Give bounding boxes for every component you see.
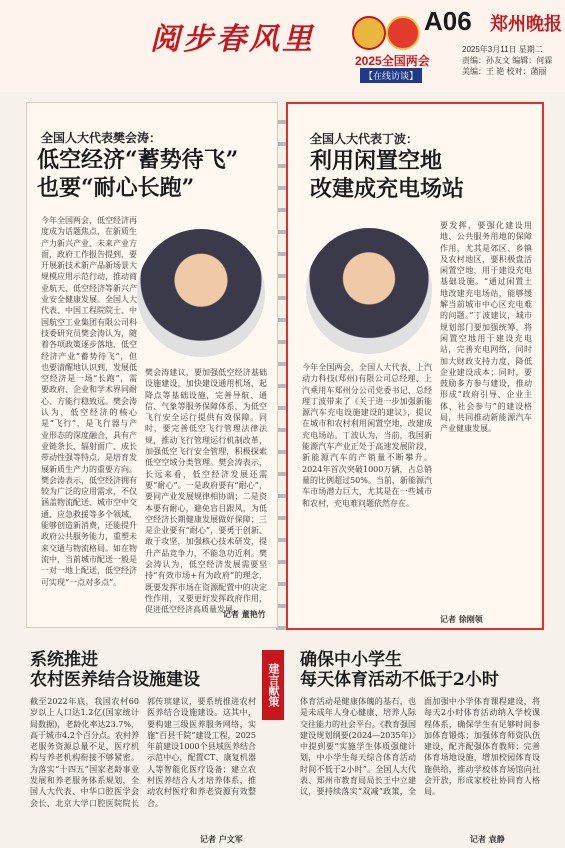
left-byline: 记者 董艳竹 [223,609,266,619]
editor-line: 责编：孙友文 编辑：何霖 [462,56,553,65]
left-headline-1: 低空经济“蓄势待飞” [37,147,239,173]
left-article-panel [26,102,278,628]
page-number: A06 [424,6,472,36]
section-tag: 建言献策 [262,650,284,720]
edition-info [462,44,552,77]
sub-label: 【在线访谈】 [360,68,422,83]
right-portrait-photo [306,228,432,354]
right-col-1: 今年全国两会，全国人大代表、上汽动力科技(郑州)有限公司总经理、上汽乘用车郑州分公司党委书记、总经理丁波带来了《关于进一步加强新能源汽车充电设施建设的建议》，提议在城市和农村利用闲置空地，改建成充电场站。丁波认为，当前，我国新能源汽车产业正处于高速发展阶段，新能源汽车的产销量不断攀升。2024年首次突破1000万辆，占总销量的比例超过50%。当前，新能源汽车市场潜力巨大，尤其是在一些城市和农村，充电难问题依然存在。 [302,363,432,508]
left-kicker: 全国人大代表樊会涛： [41,131,162,145]
left-portrait-photo [137,229,265,357]
right-article-panel [286,102,544,630]
right-col-2: 要发挥，要强化建设用地、公共服务用地的保障作用，尤其是郊区、乡镇及农村地区，要积极盘活闲置空地，用于建设充电基础设施。“通过闲置土地改建充电场站，能够缓解当前城市中心区充电难的问题。”丁波建议，城市规划部门要加强统筹，将闲置空地用于建设充电站，完善充电网络，同时加大财政支持力度，降低企业建设成本；同时，要鼓励多方参与建设，推动形成“政府引导、企业主体、社会参与”的建设格局，共同推动新能源汽车产业健康发展。 [440,221,532,434]
national-emblem-icon [352,16,386,50]
cppcc-emblem-icon [386,16,420,50]
column-title: 阅步春风里 [150,22,315,57]
bottom-left-headline-1: 系统推进 [30,650,98,670]
left-col-1: 今年全国两会，低空经济再度成为话题焦点，在新质生产力新兴产业、未来产业方面，政府工作报告提到，要开展新技术新产品新场景大规模应用示范行动，推动商业航天、低空经济等新兴产业安全健康发展。全国人大代表、中国工程院院士、中国航空工业集团有限公司科技委研究员樊会涛认为，随着各项政策逐步落地，低空经济产业“蓄势待飞”，但也要清醒地认识到，发展低空经济是一场“长跑”，需要政府、企业和学术界同耐心、方能行稳致远。樊会涛认为，低空经济的核心是“飞行”，是飞行器与产业形态的深度融合，具有产业链条长、辐射面广、成长带动性强等特点，是培育发展新质生产力的重要方向。樊会涛表示，低空经济拥有较为广泛的应用需求，不仅涵盖物流配送、城市空中交通、应急救援等多个领域，能够创造新消费，还能提升政府公共服务能力，重塑未来交通与物流格局。如在物流中，当前城市配送一般是一对一地上配送，低空经济可实现“一点对多点”。 [41,216,137,587]
bottom-left-headline-2: 农村医养结合设施建设 [30,670,200,690]
left-headline-2: 也要“耐心长跑” [37,175,195,201]
bottom-right-headline-2: 每天体育活动不低于2小时 [300,670,499,690]
npc-label: 2025全国两会 [355,54,430,68]
right-headline-1: 利用闲置空地 [310,148,443,174]
date-line: 2025年3月11日 星期二 [462,45,543,54]
newspaper-brand: 郑州晚报 [490,14,562,34]
bottom-right-byline: 记者 袁静 [470,834,505,844]
right-kicker: 全国人大代表丁波： [310,132,419,146]
designer-line: 美编：王 艳 校对：菡丽 [462,67,547,76]
bottom-left-byline: 记者 户文军 [200,834,243,844]
bottom-right-body: 体育活动是健康体魄的基石，也是未成年人身心健康、培养人际交往能力的社会平台。《教育强国建设规划纲要(2024—2035年)》中提到要“实施学生体质强健计划，中小学生每天综合体育活动时间不低于2小时”。全国人大代表、郑州市教育局局长王中立建议，要持续落实“双减”政策，全面加强中小学体育课程建设，将每天2小时体育活动纳入学校课程体系，确保学生有足够时间参加体育锻炼；加强体育师资队伍建设，配齐配强体育教师；完善体育场地设施，增加校园体育设施供给，推动学校体育场馆向社会开放，形成家校社协同育人格局。 [300,697,540,797]
bottom-left-body: 截至2022年底，我国农村60岁以上人口达1.2亿(国家统计局数据)，老龄化率达23.7%，高于城市4.2个百分点。农村养老服务资源总量不足，医疗机构与养老机构衔接不够紧密。为落实“十四五”国家老龄事业发展和养老服务体系规划，全国人大代表、中华口腔医学会会长、北京大学口腔医院院长郭传瑸建议，要系统推进农村医养结合设施建设。这其中，要构建三级医养服务网络，实施“百县千院”建设工程，2025年前建设1000个县域医养结合示范中心，配置CT、康复机器人等智能化医疗设备；建立农村医养结合人才培养体系，推动农村医疗和养老资源有效整合。 [30,697,256,808]
bottom-right-headline-1: 确保中小学生 [300,650,402,670]
right-headline-2: 改建成充电场站 [310,176,465,202]
left-col-2: 樊会涛建议，要加强低空经济基础设施建设，加快建设通用机场、起降点等基础设施，完善导航、通信、气象等服务保障体系，为低空飞行安全运行提供有效保障。同时，要完善低空飞行管理法律法规，推动飞行管理运行机制改革，加强低空飞行安全管理，积极探索低空空域分类管理。樊会涛表示，长远来看，低空经济发展还需要“耐心”。一是政府要有“耐心”，要同产业发展规律相协调；二是资本要有耐心，避免盲目跟风，为低空经济长期健康发展做好保障；三是企业要有“耐心”，要勇于创新、敢于攻坚，加强核心技术研发，提升产品竞争力，不能急功近利。樊会涛认为，低空经济发展需要坚持“有效市场+有为政府”的理念，既要发挥市场在资源配置中的决定性作用，又要更好发挥政府作用，促进低空经济高质量发展。 [145,368,267,615]
right-byline: 记者 徐刚领 [440,614,483,624]
